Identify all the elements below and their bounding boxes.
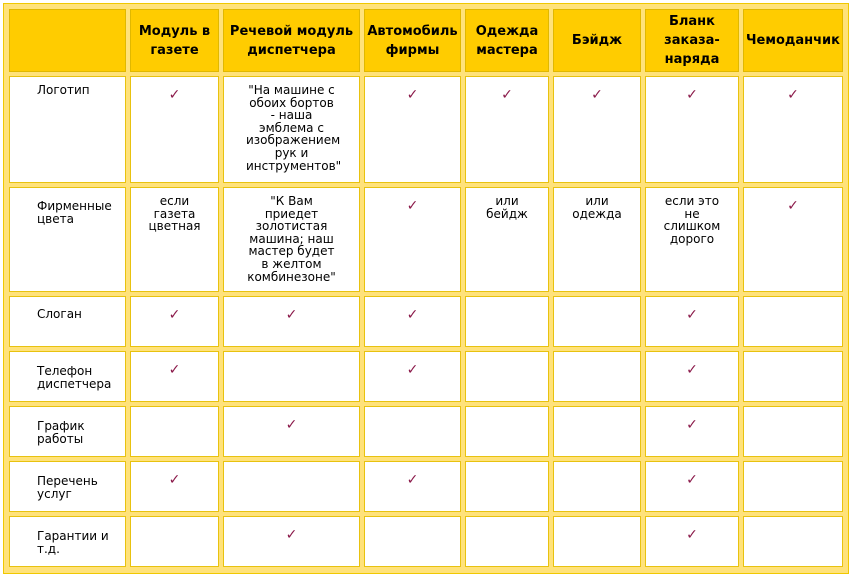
- table-cell: [465, 461, 549, 512]
- row-label: Логотип: [9, 76, 126, 183]
- row-label: Фирменные цвета: [9, 187, 126, 292]
- cell-note: или одежда: [553, 187, 641, 292]
- check-icon: ✓: [223, 296, 360, 347]
- header-rechevoy-modul: Речевой модуль диспетчера: [223, 9, 360, 72]
- row-label: Гарантии и т.д.: [9, 516, 126, 567]
- table-cell: [465, 296, 549, 347]
- table-cell: [553, 296, 641, 347]
- header-avtomobil-firmy: Автомобиль фирмы: [364, 9, 461, 72]
- table-cell: [553, 351, 641, 402]
- check-icon: ✓: [645, 296, 739, 347]
- check-icon: ✓: [645, 76, 739, 183]
- header-blank-zakaza: Бланк заказа-наряда: [645, 9, 739, 72]
- check-icon: ✓: [364, 461, 461, 512]
- check-icon: ✓: [364, 351, 461, 402]
- table-cell: [465, 406, 549, 457]
- header-beydzh: Бэйдж: [553, 9, 641, 72]
- cell-note: или бейдж: [465, 187, 549, 292]
- check-icon: ✓: [645, 351, 739, 402]
- check-icon: ✓: [364, 76, 461, 183]
- row-label: Перечень услуг: [9, 461, 126, 512]
- check-icon: ✓: [743, 187, 843, 292]
- table-cell: [743, 406, 843, 457]
- check-icon: ✓: [223, 406, 360, 457]
- row-label: График работы: [9, 406, 126, 457]
- table-cell: [223, 351, 360, 402]
- table-cell: [743, 351, 843, 402]
- table-cell: [743, 516, 843, 567]
- cell-note: "К Вам приедет золотистая машина; наш мастер будет в желтом комбинезоне": [223, 187, 360, 292]
- table-cell: [130, 406, 219, 457]
- table-cell: [364, 406, 461, 457]
- header-cell-empty: [9, 9, 126, 72]
- table-cell: [553, 406, 641, 457]
- table-cell: [743, 461, 843, 512]
- table-cell: [130, 516, 219, 567]
- check-icon: ✓: [645, 406, 739, 457]
- check-icon: ✓: [130, 76, 219, 183]
- table-cell: [553, 461, 641, 512]
- row-label: Слоган: [9, 296, 126, 347]
- check-icon: ✓: [130, 296, 219, 347]
- check-icon: ✓: [645, 516, 739, 567]
- table-cell: [364, 516, 461, 567]
- check-icon: ✓: [743, 76, 843, 183]
- table-cell: [743, 296, 843, 347]
- check-icon: ✓: [364, 187, 461, 292]
- header-modul-v-gazete: Модуль в газете: [130, 9, 219, 72]
- table-cell: [465, 351, 549, 402]
- check-icon: ✓: [130, 351, 219, 402]
- check-icon: ✓: [223, 516, 360, 567]
- table-cell: [223, 461, 360, 512]
- cell-note: если это не слишком дорого: [645, 187, 739, 292]
- row-label: Телефон диспетчера: [9, 351, 126, 402]
- header-odezhda-mastera: Одежда мастера: [465, 9, 549, 72]
- check-icon: ✓: [130, 461, 219, 512]
- check-icon: ✓: [465, 76, 549, 183]
- check-icon: ✓: [364, 296, 461, 347]
- table-cell: [553, 516, 641, 567]
- check-icon: ✓: [553, 76, 641, 183]
- cell-note: если газета цветная: [130, 187, 219, 292]
- check-icon: ✓: [645, 461, 739, 512]
- header-chemodanchik: Чемоданчик: [743, 9, 843, 72]
- cell-note: "На машине с обоих бортов - наша эмблема с изображением рук и инструментов": [223, 76, 360, 183]
- table-cell: [465, 516, 549, 567]
